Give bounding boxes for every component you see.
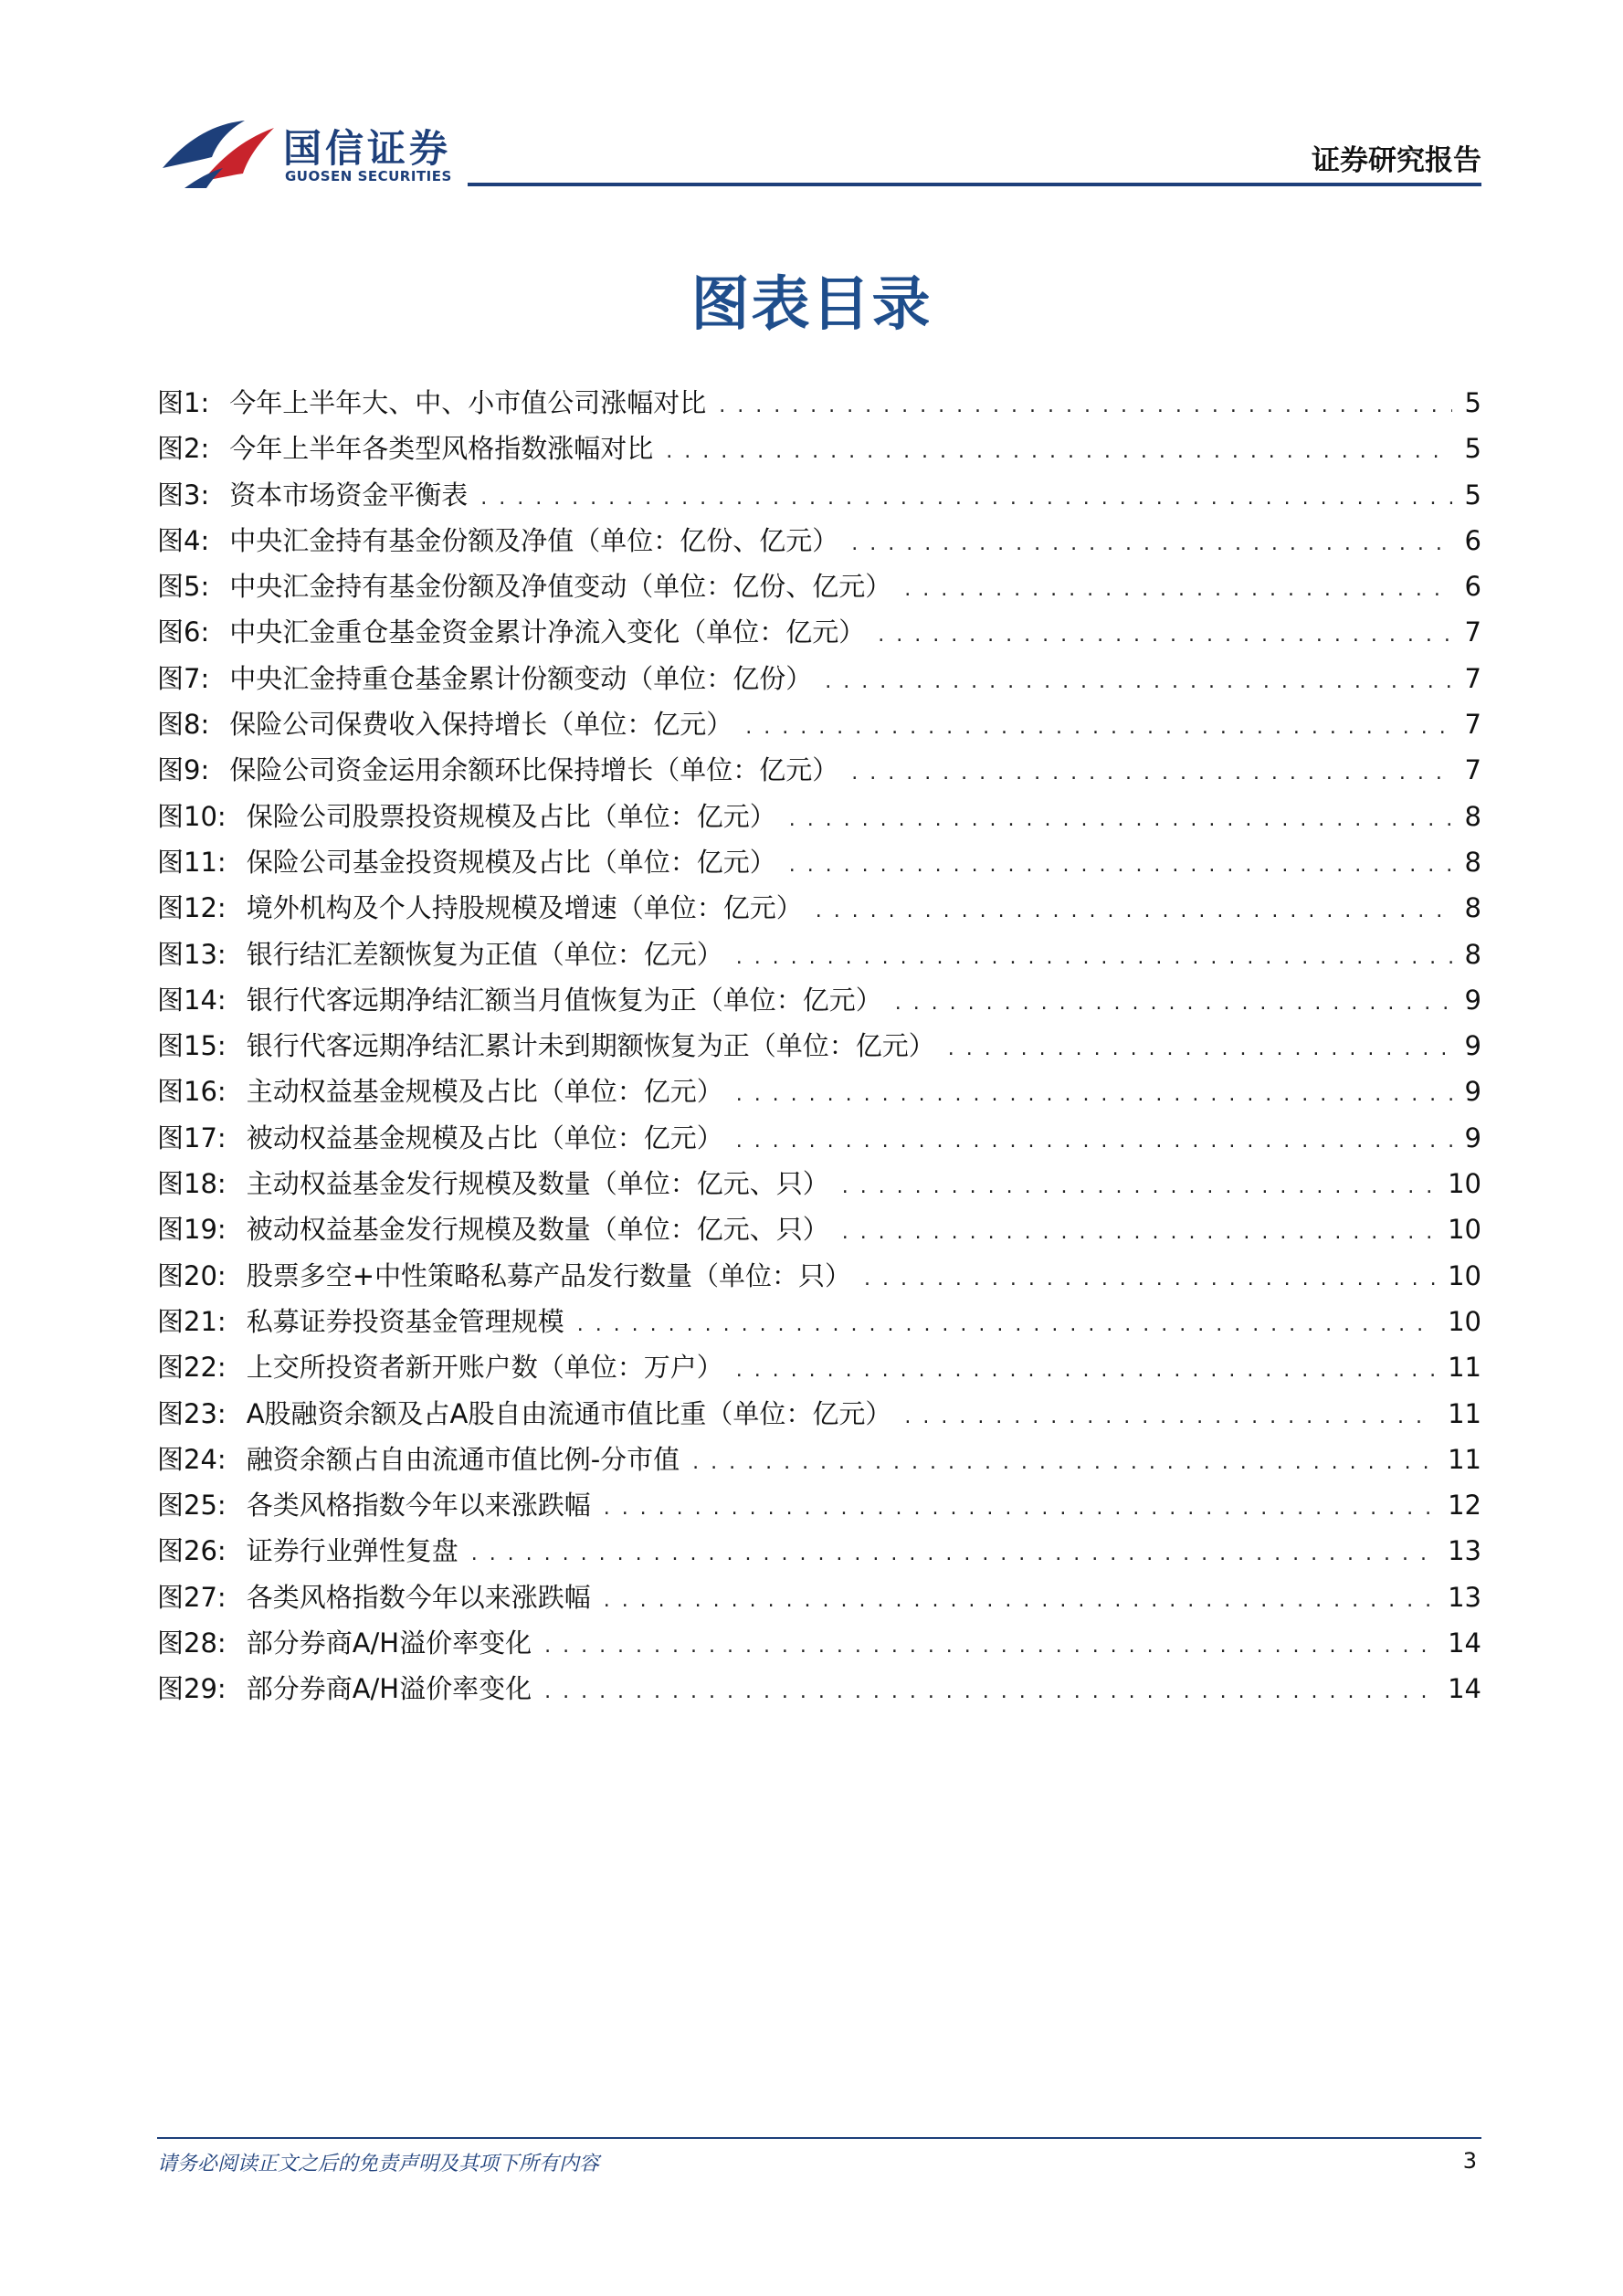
toc-dot-leader <box>544 1669 1435 1711</box>
logo-chinese-name: 国信证券 <box>283 126 452 171</box>
figure-table-of-contents <box>157 380 1481 1712</box>
toc-page-number: 9 <box>1464 1030 1481 1062</box>
toc-figure-label: 图12: <box>157 892 227 924</box>
toc-figure-label: 图5: <box>157 571 210 603</box>
toc-page-number: 6 <box>1464 524 1481 556</box>
toc-dot-leader <box>719 384 1451 426</box>
guosen-logo-icon <box>157 115 276 190</box>
toc-entry[interactable] <box>157 1620 1481 1666</box>
toc-figure-label: 图1: <box>157 387 210 418</box>
toc-dot-leader <box>604 1486 1435 1528</box>
disclaimer-note: 请务必阅读正文之后的免责声明及其项下所有内容 <box>157 2153 600 2175</box>
toc-figure-title: 主动权益基金发行规模及数量（单位：亿元、只） <box>246 1168 829 1200</box>
toc-entry[interactable] <box>157 839 1481 885</box>
toc-dot-leader <box>736 1348 1435 1390</box>
toc-figure-title: 保险公司保费收入保持增长（单位：亿元） <box>229 709 733 741</box>
toc-figure-title: 上交所投资者新开账户数（单位：万户） <box>246 1352 723 1384</box>
toc-entry[interactable] <box>157 563 1481 609</box>
toc-page-number: 13 <box>1448 1535 1481 1567</box>
toc-dot-leader <box>851 751 1451 793</box>
toc-dot-leader <box>736 1119 1452 1161</box>
header-divider <box>468 183 1481 186</box>
toc-figure-label: 图25: <box>157 1490 227 1522</box>
toc-entry[interactable] <box>157 885 1481 931</box>
toc-figure-title: 各类风格指数今年以来涨跌幅 <box>246 1581 591 1613</box>
toc-figure-label: 图21: <box>157 1305 227 1337</box>
toc-dot-leader <box>825 659 1451 701</box>
toc-page-number: 7 <box>1464 709 1481 741</box>
toc-dot-leader <box>471 1532 1435 1574</box>
toc-figure-title: 保险公司股票投资规模及占比（单位：亿元） <box>246 800 776 832</box>
toc-figure-label: 图14: <box>157 984 227 1016</box>
toc-dot-leader <box>666 429 1451 471</box>
toc-page-number: 11 <box>1448 1352 1481 1384</box>
toc-figure-title: 银行结汇差额恢复为正值（单位：亿元） <box>246 938 723 970</box>
toc-page-number: 6 <box>1464 571 1481 603</box>
toc-entry[interactable] <box>157 747 1481 793</box>
toc-figure-label: 图26: <box>157 1535 227 1567</box>
toc-entry[interactable] <box>157 977 1481 1023</box>
toc-entry[interactable] <box>157 1344 1481 1390</box>
toc-figure-label: 图18: <box>157 1168 227 1200</box>
toc-figure-label: 图17: <box>157 1122 227 1153</box>
toc-dot-leader <box>816 889 1452 931</box>
toc-entry[interactable] <box>157 518 1481 563</box>
toc-figure-title: 股票多空+中性策略私募产品发行数量（单位：只） <box>246 1259 851 1291</box>
toc-figure-title: 保险公司资金运用余额环比保持增长（单位：亿元） <box>229 754 839 786</box>
toc-figure-title: 证券行业弹性复盘 <box>246 1535 458 1567</box>
toc-figure-label: 图8: <box>157 709 210 741</box>
toc-dot-leader <box>604 1578 1435 1620</box>
toc-figure-label: 图9: <box>157 754 210 786</box>
toc-figure-label: 图19: <box>157 1214 227 1246</box>
logo-english-name: GUOSEN SECURITIES <box>285 168 452 184</box>
company-logo <box>157 115 452 190</box>
toc-figure-label: 图3: <box>157 479 210 511</box>
toc-page-number: 11 <box>1448 1443 1481 1475</box>
toc-figure-title: 中央汇金持有基金份额及净值变动（单位：亿份、亿元） <box>229 571 892 603</box>
toc-figure-label: 图28: <box>157 1627 227 1659</box>
toc-figure-title: 部分券商A/H溢价率变化 <box>246 1627 532 1659</box>
toc-dot-leader <box>895 981 1452 1023</box>
toc-entry[interactable] <box>157 380 1481 426</box>
toc-figure-label: 图29: <box>157 1673 227 1705</box>
toc-figure-title: 主动权益基金规模及占比（单位：亿元） <box>246 1076 723 1108</box>
toc-figure-title: 今年上半年大、中、小市值公司涨幅对比 <box>229 387 707 418</box>
report-type-label: 证券研究报告 <box>1312 144 1481 177</box>
toc-page-number: 8 <box>1464 846 1481 878</box>
toc-page-number: 10 <box>1448 1168 1481 1200</box>
toc-page-number: 10 <box>1448 1214 1481 1246</box>
toc-dot-leader <box>878 613 1451 655</box>
toc-page-number: 5 <box>1464 387 1481 418</box>
toc-page-number: 5 <box>1464 433 1481 465</box>
footer-divider <box>157 2137 1481 2139</box>
page-title: 图表目录 <box>690 271 933 339</box>
toc-dot-leader <box>842 1210 1435 1252</box>
toc-entry[interactable] <box>157 426 1481 471</box>
toc-figure-label: 图11: <box>157 846 227 878</box>
toc-page-number: 11 <box>1448 1397 1481 1429</box>
toc-figure-title: 中央汇金重仓基金资金累计净流入变化（单位：亿元） <box>229 616 866 648</box>
toc-page-number: 9 <box>1464 1076 1481 1108</box>
toc-figure-label: 图13: <box>157 938 227 970</box>
toc-page-number: 8 <box>1464 938 1481 970</box>
toc-entry[interactable] <box>157 1528 1481 1574</box>
toc-dot-leader <box>736 935 1452 977</box>
toc-page-number: 7 <box>1464 616 1481 648</box>
toc-entry[interactable] <box>157 1437 1481 1482</box>
toc-figure-title: 今年上半年各类型风格指数涨幅对比 <box>229 433 654 465</box>
toc-page-number: 8 <box>1464 892 1481 924</box>
toc-entry[interactable] <box>157 1115 1481 1161</box>
toc-entry[interactable] <box>157 1482 1481 1528</box>
toc-dot-leader <box>904 567 1451 609</box>
toc-dot-leader <box>904 1395 1435 1437</box>
toc-figure-title: 融资余额占自由流通市值比例-分市值 <box>246 1443 680 1475</box>
toc-dot-leader <box>480 476 1451 518</box>
toc-page-number: 7 <box>1464 754 1481 786</box>
toc-page-number: 14 <box>1448 1627 1481 1659</box>
toc-figure-title: 中央汇金持重仓基金累计份额变动（单位：亿份） <box>229 662 813 694</box>
toc-figure-title: 银行代客远期净结汇额当月值恢复为正（单位：亿元） <box>246 984 882 1016</box>
toc-entry[interactable] <box>157 472 1481 518</box>
toc-page-number: 14 <box>1448 1673 1481 1705</box>
toc-dot-leader <box>851 521 1451 563</box>
toc-entry[interactable] <box>157 656 1481 701</box>
toc-entry[interactable] <box>157 1069 1481 1114</box>
toc-page-number: 5 <box>1464 479 1481 511</box>
toc-dot-leader <box>864 1257 1435 1299</box>
toc-dot-leader <box>842 1164 1435 1206</box>
toc-dot-leader <box>789 797 1452 839</box>
toc-figure-title: 境外机构及个人持股规模及增速（单位：亿元） <box>246 892 803 924</box>
toc-figure-title: 被动权益基金规模及占比（单位：亿元） <box>246 1122 723 1153</box>
toc-page-number: 12 <box>1448 1490 1481 1522</box>
toc-dot-leader <box>789 843 1452 885</box>
toc-entry[interactable] <box>157 1391 1481 1437</box>
toc-page-number: 10 <box>1448 1305 1481 1337</box>
toc-figure-label: 图7: <box>157 662 210 694</box>
toc-figure-label: 图27: <box>157 1581 227 1613</box>
toc-entry[interactable] <box>157 1161 1481 1206</box>
toc-entry[interactable] <box>157 1299 1481 1344</box>
toc-page-number: 9 <box>1464 1122 1481 1153</box>
toc-dot-leader <box>577 1302 1435 1344</box>
toc-figure-title: A股融资余额及占A股自由流通市值比重（单位：亿元） <box>246 1397 892 1429</box>
toc-page-number: 10 <box>1448 1259 1481 1291</box>
toc-entry[interactable] <box>157 1253 1481 1299</box>
toc-page-number: 7 <box>1464 662 1481 694</box>
toc-figure-label: 图23: <box>157 1397 227 1429</box>
toc-figure-title: 各类风格指数今年以来涨跌幅 <box>246 1490 591 1522</box>
toc-entry[interactable] <box>157 701 1481 747</box>
toc-entry[interactable] <box>157 932 1481 977</box>
toc-figure-label: 图10: <box>157 800 227 832</box>
toc-entry[interactable] <box>157 1206 1481 1252</box>
toc-entry[interactable] <box>157 794 1481 839</box>
toc-entry[interactable] <box>157 1023 1481 1069</box>
toc-entry[interactable] <box>157 609 1481 655</box>
toc-entry[interactable] <box>157 1575 1481 1620</box>
toc-page-number: 13 <box>1448 1581 1481 1613</box>
toc-figure-title: 银行代客远期净结汇累计未到期额恢复为正（单位：亿元） <box>246 1030 935 1062</box>
toc-figure-label: 图16: <box>157 1076 227 1108</box>
toc-figure-title: 中央汇金持有基金份额及净值（单位：亿份、亿元） <box>229 524 839 556</box>
toc-figure-title: 私募证券投资基金管理规模 <box>246 1305 564 1337</box>
toc-dot-leader <box>948 1027 1452 1069</box>
toc-dot-leader <box>544 1624 1435 1666</box>
toc-figure-label: 图20: <box>157 1259 227 1291</box>
toc-figure-label: 图4: <box>157 524 210 556</box>
toc-dot-leader <box>745 705 1451 747</box>
toc-dot-leader <box>736 1072 1452 1114</box>
toc-figure-label: 图2: <box>157 433 210 465</box>
toc-entry[interactable] <box>157 1666 1481 1711</box>
toc-figure-label: 图6: <box>157 616 210 648</box>
toc-figure-title: 保险公司基金投资规模及占比（单位：亿元） <box>246 846 776 878</box>
toc-figure-title: 资本市场资金平衡表 <box>229 479 469 511</box>
toc-figure-title: 被动权益基金发行规模及数量（单位：亿元、只） <box>246 1214 829 1246</box>
toc-dot-leader <box>692 1440 1435 1482</box>
page-number: 3 <box>1462 2148 1477 2174</box>
toc-page-number: 9 <box>1464 984 1481 1016</box>
toc-figure-label: 图22: <box>157 1352 227 1384</box>
toc-figure-label: 图15: <box>157 1030 227 1062</box>
toc-figure-label: 图24: <box>157 1443 227 1475</box>
toc-page-number: 8 <box>1464 800 1481 832</box>
toc-figure-title: 部分券商A/H溢价率变化 <box>246 1673 532 1705</box>
